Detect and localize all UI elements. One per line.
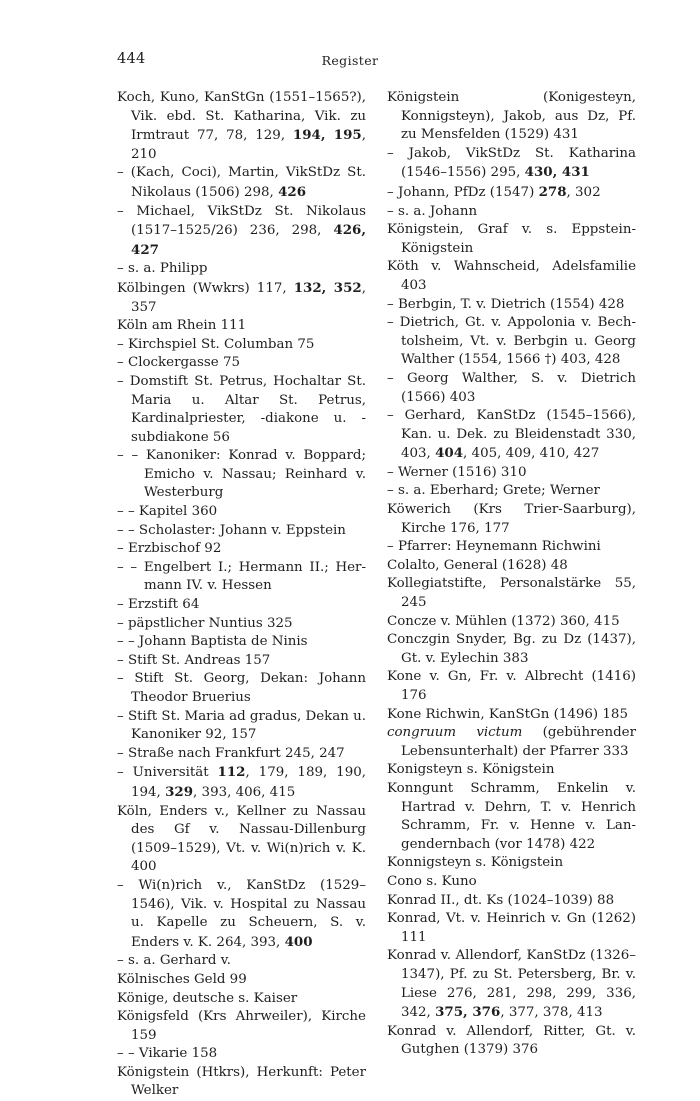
index-entry: Königstein, Graf v. s. Eppstein-Königstein (387, 222, 636, 256)
index-entry: – Erzstift 64 (117, 597, 200, 613)
index-entry: – – Vikarie 158 (117, 1046, 218, 1062)
index-entry: – Kirchspiel St. Columban 75 (117, 336, 315, 352)
page-title: Register (321, 53, 379, 68)
index-column-right (387, 89, 636, 1060)
index-column-left (117, 89, 366, 1101)
index-entry: Concze v. Mühlen (1372) 360, 415 (387, 613, 620, 629)
index-entry: Colalto, General (1628) 48 (387, 557, 568, 573)
index-entry: Kölnisches Geld 99 (117, 971, 247, 987)
index-entry: – Berbgin, T. v. Dietrich (1554) 428 (387, 296, 625, 312)
index-entry: – Stift St. Andreas 157 (117, 652, 271, 668)
index-entry: Kollegiatstifte, Personalstärke 55, 245 (387, 576, 636, 611)
index-entry: – – Engelbert I.; Hermann II.; Hermann IV. v. Hessen (117, 559, 366, 594)
index-entry: – Universität 112, 179, 189, 190, 194, 329, 393, 406, 415 (117, 764, 366, 800)
index-entry: Konnigsteyn s. Königstein (387, 855, 564, 871)
index-entry: Köln, Enders v., Kellner zu Nassau des Gf v. Nassau-Dillenburg (1509–1529), Vt. v. Wi(n)rich v. K. 400 (117, 803, 366, 875)
index-entry: – s. a. Gerhard v. (117, 953, 231, 969)
index-entry: – s. a. Eberhard; Grete; Werner (387, 483, 600, 499)
index-entry: – – Scholaster: Johann v. Eppstein (117, 522, 346, 538)
index-entry: – Clockergasse 75 (117, 355, 241, 371)
index-entry: – Johann, PfDz (1547) 278, 302 (387, 183, 601, 200)
index-entry: – s. a. Johann (387, 203, 478, 219)
index-entry: Konigsteyn s. Königstein (387, 762, 555, 778)
index-entry: Conczgin Snyder, Bg. zu Dz (1437), Gt. v. Eylechin 383 (387, 632, 636, 666)
index-entry: Cono s. Kuno (387, 873, 477, 889)
index-entry: – Erzbischof 92 (117, 541, 222, 557)
index-entry: – – Johann Baptista de Ninis (117, 634, 308, 650)
index-entry: – Domstift St. Petrus, Hochaltar St. Maria u. Altar St. Petrus, Kardinalpriester, -diakone u. -subdiakone 56 (117, 373, 366, 445)
index-entry: – Michael, VikStDz St. Nikolaus (1517–1525/26) 236, 298, 426, 427 (117, 203, 366, 258)
index-entry: Kölbingen (Wwkrs) 117, 132, 352, 357 (117, 279, 366, 315)
index-entry: Kone Richwin, KanStGn (1496) 185 (387, 706, 628, 722)
index-entry: Konrad v. Allendorf, KanStDz (1326–1347), Pf. zu St. Petersberg, Br. v. Liese 276, 281, 298, 299, 336, 342, 375, 376, 377, 378, 413 (387, 948, 636, 1021)
index-entry: – – Kanoniker: Konrad v. Boppard; Emicho v. Nassau; Reinhard v. Westerburg (117, 448, 366, 501)
index-entry: Köln am Rhein 111 (117, 318, 247, 334)
index-entry: congruum victum (gebührender Lebensunterhalt) der Pfarrer 333 (387, 725, 636, 759)
index-entry: – Dietrich, Gt. v. Appolonia v. Bechtolsheim, Vt. v. Berbgin u. Georg Walther (1554, 1566 †) 403, 428 (387, 315, 636, 368)
index-entry: Köth v. Wahnscheid, Adelsfamilie 403 (387, 259, 636, 293)
index-entry: – Georg Walther, S. v. Dietrich (1566) 403 (387, 370, 636, 405)
index-entry: – Werner (1516) 310 (387, 464, 527, 480)
index-entry: – päpstlicher Nuntius 325 (117, 615, 293, 631)
index-entry: – Wi(n)rich v., KanStDz (1529–1546), Vik. v. Hospital zu Nassau u. Kapelle zu Scheuern, S. v. Enders v. K. 264, 393, 400 (117, 877, 366, 950)
index-entry: Konrad II., dt. Ks (1024–1039) 88 (387, 892, 615, 908)
index-entry: – Pfarrer: Heynemann Richwini (387, 539, 601, 555)
index-entry: Koch, Kuno, KanStGn (1551–1565?), Vik. ebd. St. Katharina, Vik. zu Irmtraut 77, 78, 129, 194, 195, 210 (117, 90, 366, 162)
index-entry: – Jakob, VikStDz St. Katharina (1546–1556) 295, 430, 431 (387, 145, 636, 181)
index-entry: Könige, deutsche s. Kaiser (117, 990, 298, 1006)
index-entry: Königstein (Konigesteyn, Konnigsteyn), Jakob, aus Dz, Pf. zu Mensfelden (1529) 431 (387, 90, 636, 143)
index-entry: – Stift St. Georg, Dekan: Johann Theodor Bruerius (117, 671, 366, 705)
index-entry: Königstein (Htkrs), Herkunft: Peter Welker (117, 1064, 366, 1099)
index-entry: Köwerich (Krs Trier-Saarburg), Kirche 176, 177 (387, 502, 636, 536)
index-entry: – (Kach, Coci), Martin, VikStDz St. Nikolaus (1506) 298, 426 (117, 165, 366, 200)
page-number: 444 (117, 51, 146, 67)
index-entry: – Gerhard, KanStDz (1545–1566), Kan. u. Dek. zu Bleidenstadt 330, 403, 404, 405, 409, 410, 427 (387, 408, 636, 462)
index-entry: Konrad, Vt. v. Heinrich v. Gn (1262) 111 (387, 911, 636, 945)
index-entry: – Stift St. Maria ad gradus, Dekan u. Kanoniker 92, 157 (117, 708, 366, 743)
index-entry: – s. a. Philipp (117, 261, 208, 277)
index-entry: Kone v. Gn, Fr. v. Albrecht (1416) 176 (387, 669, 636, 703)
index-entry: Konrad v. Allendorf, Ritter, Gt. v. Gutghen (1379) 376 (387, 1023, 636, 1058)
index-entry: – Straße nach Frankfurt 245, 247 (117, 745, 345, 761)
index-entry: – – Kapitel 360 (117, 504, 218, 520)
index-entry: Konngunt Schramm, Enkelin v. Hartrad v. Dehrn, T. v. Henrich Schramm, Fr. v. Henne v. Langendernbach (vor 1478) 422 (387, 780, 636, 852)
index-entry: Königsfeld (Krs Ahrweiler), Kirche 159 (117, 1009, 366, 1043)
